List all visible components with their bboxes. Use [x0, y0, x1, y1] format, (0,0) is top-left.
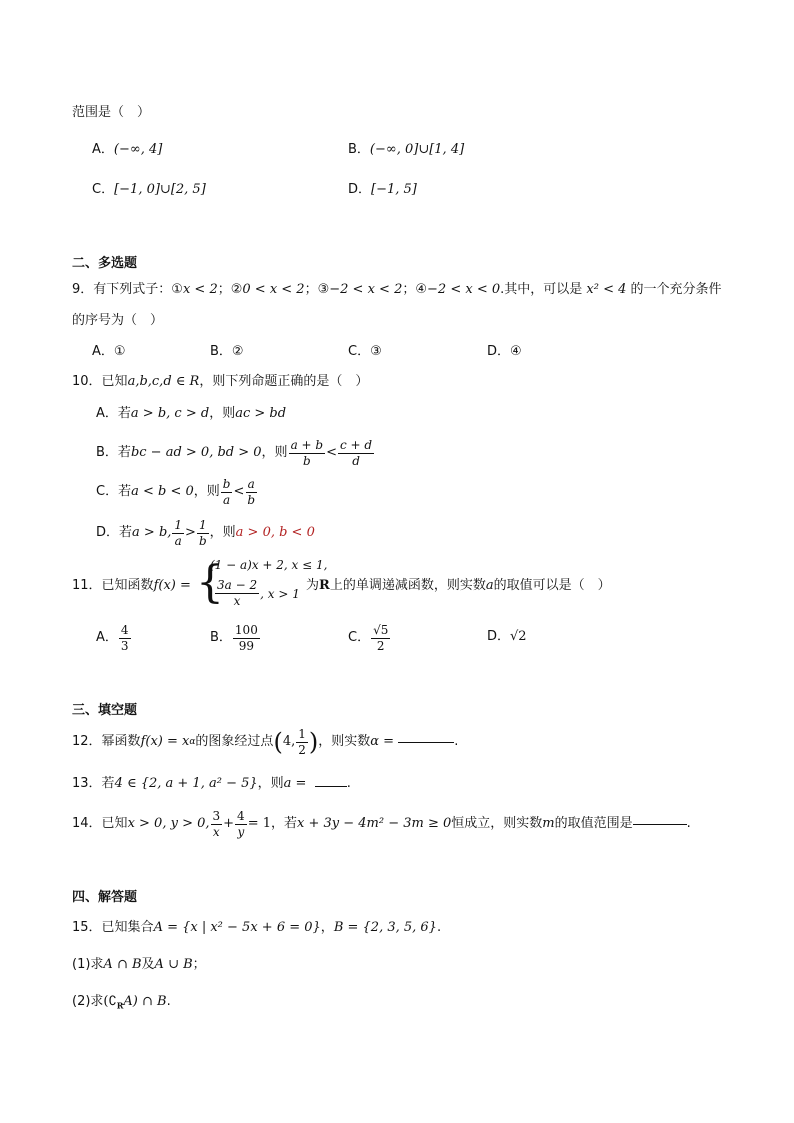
fraction: $\frac{4}{y}$: [237, 808, 245, 839]
question-number: 15．: [72, 920, 102, 935]
option-label: C．: [92, 182, 115, 197]
answer-blank[interactable]: [633, 824, 687, 825]
fraction: $\frac{3}{x}$: [212, 808, 221, 839]
answer-blank[interactable]: [315, 786, 347, 787]
section-heading-solutions: 四、解答题: [72, 890, 138, 905]
question-number: 9．: [72, 282, 94, 297]
q8-option-b[interactable]: [348, 141, 464, 159]
q11-option-c[interactable]: C． $\frac{√5}{2}$: [348, 622, 389, 653]
fraction: $\frac{1}{b}$: [198, 517, 207, 548]
option-value: (−∞, 4]: [113, 142, 163, 157]
q10-option-b[interactable]: B． 若 bc − ad > 0, bd > 0 ，则 $\frac{a + b}{b}$ < $\frac{c + d}{d}$: [96, 437, 373, 468]
fraction: $\frac{b}{a}$: [222, 476, 231, 507]
q11-option-b[interactable]: B． $\frac{100}{99}$: [210, 622, 258, 653]
q12-stem: 12． 幂函数 f(x) = x α 的图象经过点 ( 4, $\frac{1}{2}$ ) ，则实数 α = .: [72, 726, 459, 757]
q9-option-d[interactable]: D．④: [487, 344, 522, 359]
option-value: [−1, 5]: [371, 182, 417, 197]
question-number: 14．: [72, 816, 102, 831]
fraction: $\frac{a}{b}$: [247, 476, 256, 507]
q11-option-d[interactable]: D．√2: [487, 629, 527, 644]
option-label: D．: [348, 182, 372, 197]
fraction: $\frac{1}{a}$: [174, 517, 183, 548]
q11-option-a[interactable]: A． $\frac{4}{3}$: [96, 622, 129, 653]
q15-part-2: (2)求$(∁_RA)$ ∩ B.: [72, 994, 171, 1011]
q15-stem: 15．已知集合A = {x | x² − 5x + 6 = 0}，B = {2, 3, 5, 6}.: [72, 920, 442, 935]
q8-option-a[interactable]: [92, 141, 162, 159]
option-value: (−∞, 0]∪[1, 4]: [369, 142, 465, 157]
q9-option-c[interactable]: C．③: [348, 344, 382, 359]
q11-case-2: $\frac{3a - 2}{x}$ , x > 1: [217, 578, 300, 608]
q11-stem-cont: 为R上的单调递减函数，则实数a的取值可以是（ ）: [306, 578, 611, 593]
option-value: [−1, 0]∪[2, 5]: [114, 182, 206, 197]
question-number: 12．: [72, 734, 102, 749]
piecewise-brace: {: [196, 557, 224, 608]
q9-stem-cont: 的序号为（ ）: [72, 313, 164, 328]
q9-option-a[interactable]: A．①: [92, 344, 126, 359]
fraction: $\frac{4}{3}$: [120, 622, 129, 653]
q11-case-1: (1 − a)x + 2, x ≤ 1,: [210, 558, 328, 572]
section-heading-fill-in: 三、填空题: [72, 703, 138, 718]
option-label: A．: [92, 142, 114, 157]
question-number: 11．: [72, 578, 102, 593]
q9-stem: 9．有下列式子：①x < 2；②0 < x < 2；③−2 < x < 2；④−2 < x < 0.其中，可以是 x² < 4 的一个充分条件: [72, 282, 722, 297]
fraction: $\frac{3a - 2}{x}$: [217, 578, 258, 608]
q13-stem: 13．若4 ∈ {2, a + 1, a² − 5}，则a = .: [72, 776, 351, 791]
q11-stem: 11．已知函数f(x) =: [72, 578, 191, 593]
fraction: $\frac{100}{99}$: [234, 622, 258, 653]
question-number: 13．: [72, 776, 102, 791]
q10-option-d[interactable]: D． 若 a > b, $\frac{1}{a}$ > $\frac{1}{b}$ ，则 a > 0, b < 0: [96, 517, 315, 548]
q10-option-a[interactable]: A．若a > b, c > d，则ac > bd: [96, 406, 287, 421]
fraction: $\frac{a + b}{b}$: [290, 437, 324, 468]
fraction: $\frac{c + d}{d}$: [340, 437, 373, 468]
q10-option-c[interactable]: C． 若 a < b < 0 ，则 $\frac{b}{a}$ < $\frac{a}{b}$: [96, 476, 256, 507]
section-heading-multi-choice: 二、多选题: [72, 256, 138, 271]
answer-blank[interactable]: [398, 742, 454, 743]
q9-option-b[interactable]: B．②: [210, 344, 244, 359]
q14-stem: 14． 已知 x > 0, y > 0, $\frac{3}{x}$ + $\frac{4}{y}$ = 1 ，若 x + 3y − 4m² − 3m ≥ 0 恒成立，则实数 m 的取值范围是 .: [72, 808, 691, 839]
q10-stem: 10．已知a,b,c,d ∈ R，则下列命题正确的是（ ）: [72, 374, 369, 389]
q8-option-c[interactable]: [92, 181, 206, 199]
question-number: 10．: [72, 374, 102, 389]
q8-stem: 范围是（ ）: [72, 105, 151, 120]
option-label: B．: [348, 142, 370, 157]
q8-option-d[interactable]: [348, 181, 417, 199]
q15-part-1: (1)求A ∩ B及A ∪ B；: [72, 957, 206, 972]
fraction: $\frac{1}{2}$: [298, 726, 306, 757]
fraction: $\frac{√5}{2}$: [373, 622, 389, 653]
